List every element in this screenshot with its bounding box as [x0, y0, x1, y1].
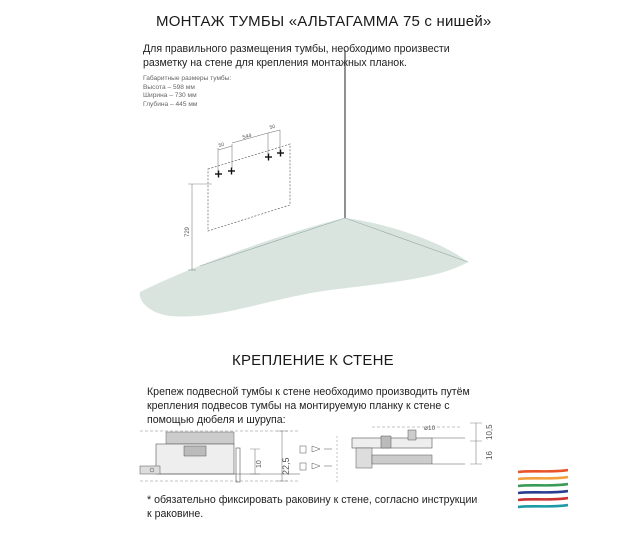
logo-stripe	[518, 477, 568, 479]
mount-rail	[352, 438, 432, 448]
text-line: Крепеж подвесной тумбы к стене необходимо производить путём	[147, 386, 470, 398]
label-width-between: 544	[242, 132, 253, 141]
label-left-offset: 50	[218, 141, 225, 149]
logo-stripe	[518, 484, 568, 486]
logo-stripe	[518, 505, 568, 507]
section1-title: МОНТАЖ ТУМБЫ «АЛЬТАГАММА 75 с нишей»	[156, 13, 492, 30]
note-line: к раковине.	[147, 508, 204, 520]
note	[147, 493, 477, 521]
dimension-height: Высота – 598 мм	[143, 83, 195, 91]
screw-icons	[300, 446, 332, 470]
label-dim-d10: ø10	[424, 425, 436, 432]
intro-line: Для правильного размещения тумбы, необходимо произвести	[143, 43, 450, 55]
text-line: помощью дюбеля и шурупа:	[147, 414, 286, 426]
label-dim-10: 10	[256, 460, 263, 468]
note-line: * обязательно фиксировать раковину к стене, согласно инструкции	[147, 494, 478, 506]
logo-stripe	[518, 470, 568, 472]
logo-stripe	[518, 498, 568, 500]
logo-stripe	[518, 491, 568, 493]
dimension-width: Ширина – 730 мм	[143, 92, 197, 100]
label-dim-10-5: 10,5	[485, 424, 494, 440]
cabinet-panel	[166, 432, 234, 444]
label-dim-16: 16	[485, 451, 494, 460]
brand-stripes-logo	[518, 467, 568, 513]
label-right-offset: 50	[269, 123, 276, 131]
label-dim-22-5: 22,5	[281, 457, 291, 475]
dimensions-title: Габаритные размеры тумбы:	[143, 75, 232, 82]
section2-title: КРЕПЛЕНИЕ К СТЕНЕ	[232, 352, 394, 369]
text-line: крепления подвесов тумбы на монтируемую планку к стене с	[147, 400, 450, 412]
dimension-depth: Глубина – 445 мм	[143, 100, 198, 108]
intro-line: разметку на стене для крепления монтажных планок.	[143, 57, 407, 69]
label-height-from-floor: 729	[185, 226, 191, 237]
